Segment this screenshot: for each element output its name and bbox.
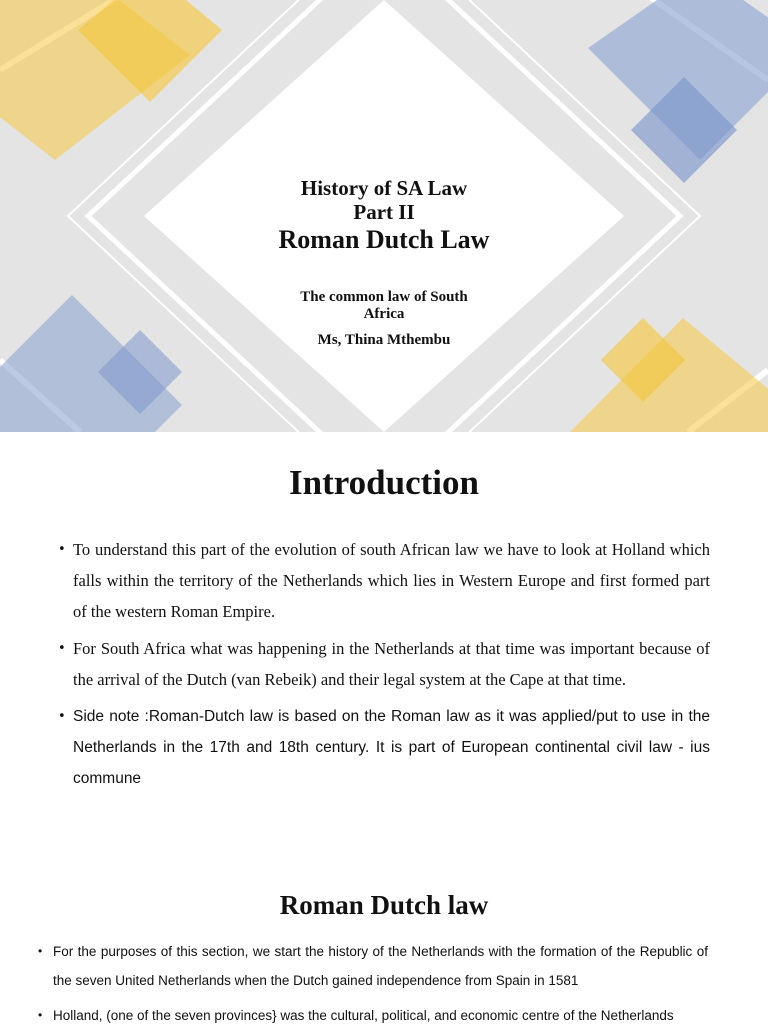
roman-dutch-bullets [38, 937, 708, 1036]
list-item: • For South Africa what was happening in the Netherlands at that time was important because of the arrival of the Dutch (van Rebeik) and their legal system at the Cape at that time. [58, 633, 710, 695]
list-item: • To understand this part of the evolution of south African law we have to look at Holland which falls within the territory of the Netherlands which lies in Western Europe and first formed part of the western Roman Empire. [58, 534, 710, 627]
list-item: • For the purposes of this section, we start the history of the Netherlands with the formation of the Republic of the seven United Netherlands when the Dutch gained independence from Spain in 1581 [38, 937, 708, 995]
presenter-name: Ms, Thina Mthembu [317, 332, 451, 348]
introduction-bullets [58, 534, 710, 800]
title-line-2: Part II [353, 200, 415, 224]
title-slide [0, 0, 768, 432]
subtitle: The common law of South Africa [300, 289, 468, 322]
slide-title-roman-dutch-law: Roman Dutch law [279, 890, 489, 920]
list-item: • Holland, (one of the seven provinces} was the cultural, political, and economic centre of the Netherlands [38, 1001, 708, 1030]
title-main: Roman Dutch Law [278, 225, 490, 254]
list-item: • Side note :Roman-Dutch law is based on the Roman law as it was applied/put to use in the Netherlands in the 17th and 18th century. It is part of European continental civil law - ius commune [58, 701, 710, 794]
title-line-1: History of SA Law [300, 176, 468, 200]
slide-title-introduction: Introduction [289, 463, 479, 502]
